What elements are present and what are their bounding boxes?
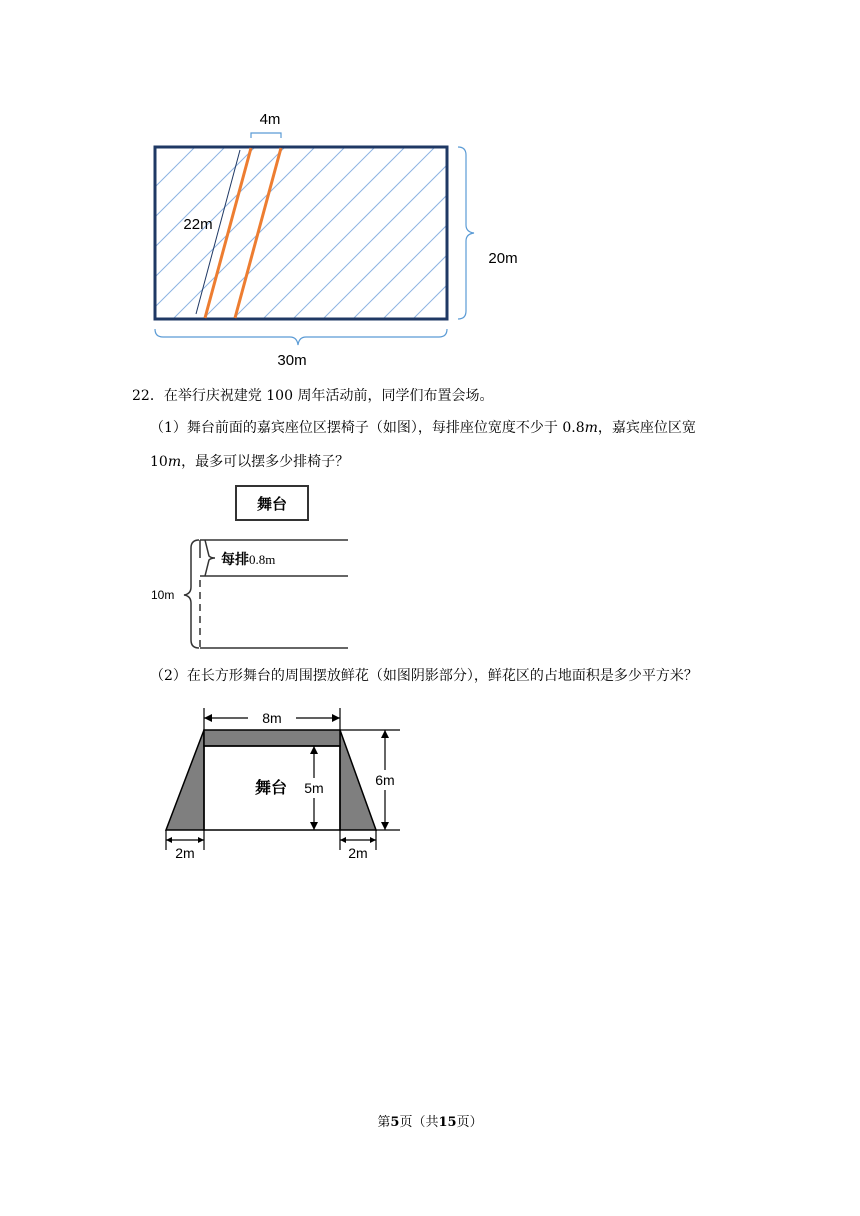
part1-line2-text: ，最多可以摆多少排椅子？ [181, 454, 350, 470]
figure-flower-area [160, 700, 410, 870]
footer-page-number: 5 [390, 1115, 400, 1130]
bottom-dimension-label: 30m [277, 352, 307, 369]
part1-unit: m [584, 420, 598, 436]
inner-height-label: 5m [304, 780, 324, 796]
top-width-label: 8m [262, 710, 282, 726]
figure-seating-area [145, 478, 365, 658]
right-dimension-bracket [458, 147, 474, 319]
bottom-dimension-bracket [155, 329, 447, 345]
part1-text-b: ，嘉宾座位区宽 [597, 420, 696, 436]
footer-prefix: 第 [377, 1115, 391, 1130]
question-22-part1-line2 [150, 451, 349, 471]
small-brace [205, 540, 215, 576]
stage-label-fig3: 舞台 [254, 780, 288, 797]
big-brace [184, 540, 199, 648]
right-bottom-label: 2m [348, 845, 368, 861]
part1-text-a: （1）舞台前面的嘉宾座位区摆椅子（如图），每排座位宽度不少于 0.8 [150, 420, 585, 436]
question-22-stem [132, 385, 493, 405]
outer-height-label: 6m [375, 772, 395, 788]
figure-rectangle-road [140, 100, 540, 375]
flower-left [166, 730, 204, 830]
part1-line2-unit: m [167, 454, 182, 470]
row-width-label: 每排0.8m [221, 551, 276, 567]
top-dimension-bracket [251, 133, 281, 138]
area-width-label: 10m [151, 588, 175, 602]
right-dimension-label: 20m [488, 250, 518, 267]
left-bottom-label: 2m [175, 845, 195, 861]
slant-dimension-label: 22m [183, 216, 213, 233]
question-22-part2: （2）在长方形舞台的周围摆放鲜花（如图阴影部分），鲜花区的占地面积是多少平方米？ [150, 668, 698, 684]
top-dimension-label: 4m [259, 111, 281, 128]
page-footer [0, 1111, 860, 1130]
flower-top [204, 730, 340, 746]
question-number: 22． [132, 388, 164, 404]
question-22-part1-line1 [150, 417, 696, 437]
stage-label: 舞台 [256, 496, 288, 513]
part1-line2-number: 10 [150, 454, 168, 470]
question-stem: 在举行庆祝建党 100 周年活动前，同学们布置会场。 [163, 388, 494, 404]
footer-suffix: 页） [456, 1115, 483, 1130]
footer-mid: 页（共 [399, 1115, 439, 1130]
footer-total-pages: 15 [438, 1115, 457, 1130]
hatch-lines [155, 147, 540, 327]
